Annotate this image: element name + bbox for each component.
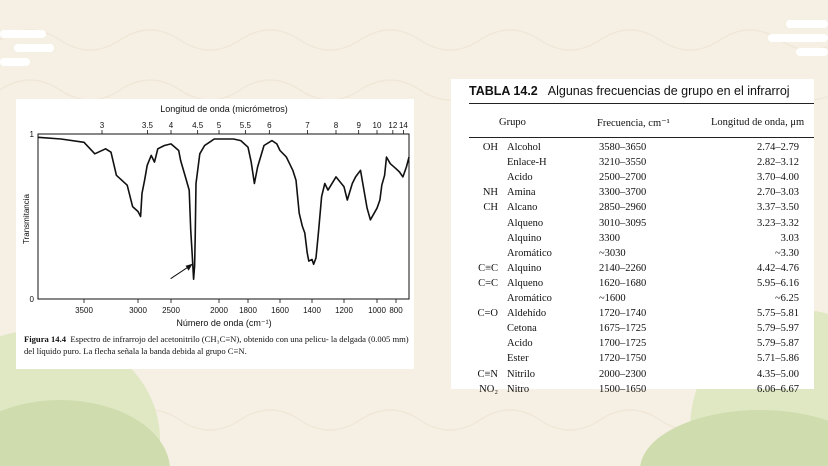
cell-name: Alcohol [507,142,541,153]
cell-frequency: 2500–2700 [599,172,647,184]
x-tick-label: 3000 [129,306,147,315]
plot-frame [38,134,409,299]
table-row [451,202,814,217]
top-tick-label: 5 [216,121,222,130]
top-tick-label: 3 [99,121,105,130]
top-tick-label: 10 [372,121,382,130]
col-header-frecuencia: Frecuencia, cm⁻¹ [597,118,670,129]
y-tick-label: 0 [29,295,34,304]
cell-wavelength: ~3.30 [774,247,799,259]
cell-name: Alqueno [507,217,544,229]
x-axis-title: Número de onda (cm⁻¹) [176,318,272,328]
x-tick-label: 1200 [335,306,353,315]
cell-frequency: 1620–1680 [599,277,647,289]
cell-frequency: 3580–3650 [599,142,647,153]
cell-wavelength: 5.95–6.16 [757,277,799,289]
caption-label: Figura 14.4 [24,334,67,344]
table-title-label: TABLA 14.2 [469,84,538,98]
top-tick-label: 14 [398,121,408,130]
cell-name: Nitro [507,383,530,395]
cell-wavelength: 6.06–6.67 [757,383,799,395]
cell-wavelength: ~6.25 [774,293,799,304]
table-row [451,293,814,308]
col-header-grupo: Grupo [499,117,526,128]
table-row [451,187,814,202]
cell-name: Acido [507,338,533,350]
band-arrow-head [186,264,193,271]
cell-group: CH [483,202,498,214]
cell-name: Enlace-H [507,157,547,169]
cell-wavelength: 2.70–3.03 [757,187,799,199]
cell-name: Alqueno [507,277,544,289]
table-row [451,278,814,293]
cell-name: Cetona [507,323,537,335]
cell-frequency: 1700–1725 [599,338,647,350]
table-row [451,233,814,248]
cell-name: Alcano [507,202,538,214]
figure-caption [24,333,409,357]
top-tick-label: 7 [305,121,310,130]
cell-wavelength: 2.82–3.12 [757,157,799,169]
cell-name: Aromático [507,293,552,304]
cell-frequency: 1720–1740 [599,308,647,320]
cell-frequency: 2000–2300 [599,368,647,380]
table-title-text: Algunas frecuencias de grupo en el infrarroj [547,84,790,98]
table-row [451,142,814,157]
cell-frequency: 2850–2960 [599,202,647,214]
cell-name: Nitrilo [507,368,535,380]
table-row [451,172,814,187]
cell-group: NO₂ [479,383,498,395]
cell-wavelength: 2.74–2.79 [757,142,799,153]
col-header-longitud: Longitud de onda, μm [711,117,805,128]
cell-frequency: 2140–2260 [599,262,647,274]
cell-name: Acido [507,172,533,184]
cell-frequency: 3010–3095 [599,217,647,229]
cell-name: Aromático [507,247,552,259]
top-tick-label: 3.5 [141,121,153,130]
cell-name: Ester [507,353,529,365]
cell-group: C=O [477,308,498,320]
table-row [451,308,814,323]
table-row [451,369,814,384]
top-axis-title: Longitud de onda (micrómetros) [160,104,288,114]
x-tick-label: 1400 [303,306,321,315]
x-tick-label: 1000 [368,306,386,315]
table-row [451,338,814,353]
top-tick-label: 9 [356,121,361,130]
cell-group: NH [482,187,498,199]
cell-group: OH [482,142,498,153]
top-tick-label: 8 [333,121,339,130]
cell-frequency: 3300–3700 [599,187,647,199]
cell-name: Aldehído [507,308,547,320]
top-tick-label: 4.5 [192,121,204,130]
cell-name: Alquino [507,262,542,274]
cell-wavelength: 5.79–5.97 [757,323,799,335]
cloud-decoration-left [0,30,54,66]
table-title [469,84,790,98]
cell-group: C=C [478,277,498,289]
cloud-decoration-right [768,20,828,56]
cell-name: Alquino [507,232,542,244]
ir-spectrum-chart [16,99,414,331]
top-tick-label: 6 [267,121,272,130]
x-tick-label: 2000 [210,306,228,315]
cell-frequency: ~3030 [599,247,626,259]
cell-frequency: 1500–1650 [599,383,647,395]
cell-frequency: 3300 [599,232,620,244]
y-axis-title: Transmitancia [22,194,31,244]
cell-frequency: 1720–1750 [599,353,647,365]
table-top-rule [469,103,814,104]
cell-wavelength: 3.70–4.00 [757,172,799,184]
cell-wavelength: 3.23–3.32 [757,217,799,229]
cell-wavelength: 5.79–5.87 [757,338,799,350]
table-row [451,323,814,338]
table-row [451,353,814,368]
table-row [451,248,814,263]
top-tick-label: 12 [388,121,398,130]
cell-wavelength: 3.03 [780,232,799,244]
cell-frequency: 3210–3550 [599,157,647,169]
table-header-rule [469,137,814,138]
x-tick-label: 2500 [162,306,180,315]
x-tick-label: 1600 [271,306,289,315]
table-row [451,263,814,278]
x-tick-label: 3500 [75,306,93,315]
spectrum-line [38,137,409,279]
cell-wavelength: 5.71–5.86 [757,353,799,365]
x-tick-label: 800 [389,306,403,315]
cell-wavelength: 4.42–4.76 [757,262,799,274]
cell-frequency: ~1600 [599,293,626,304]
cell-group: C≡N [477,368,498,380]
cell-name: Amina [507,187,536,199]
cell-wavelength: 3.37–3.50 [757,202,799,214]
cell-wavelength: 4.35–5.00 [757,368,799,380]
table-row [451,157,814,172]
top-tick-label: 4 [168,121,174,130]
cell-group: C≡C [478,262,498,274]
cell-wavelength: 5.75–5.81 [757,308,799,320]
cell-frequency: 1675–1725 [599,323,647,335]
table-row [451,384,814,399]
y-tick-label: 1 [29,130,34,139]
x-tick-label: 1800 [239,306,257,315]
top-tick-label: 5.5 [239,121,251,130]
caption-text: Espectro de infrarrojo del acetonitrilo (CH₃C≡N), obtenido con una pelicu- la delgada (0.005 mm) del líquido puro. La flecha señala la banda debida al grupo C≡N. [24,334,409,356]
table-row [451,218,814,233]
